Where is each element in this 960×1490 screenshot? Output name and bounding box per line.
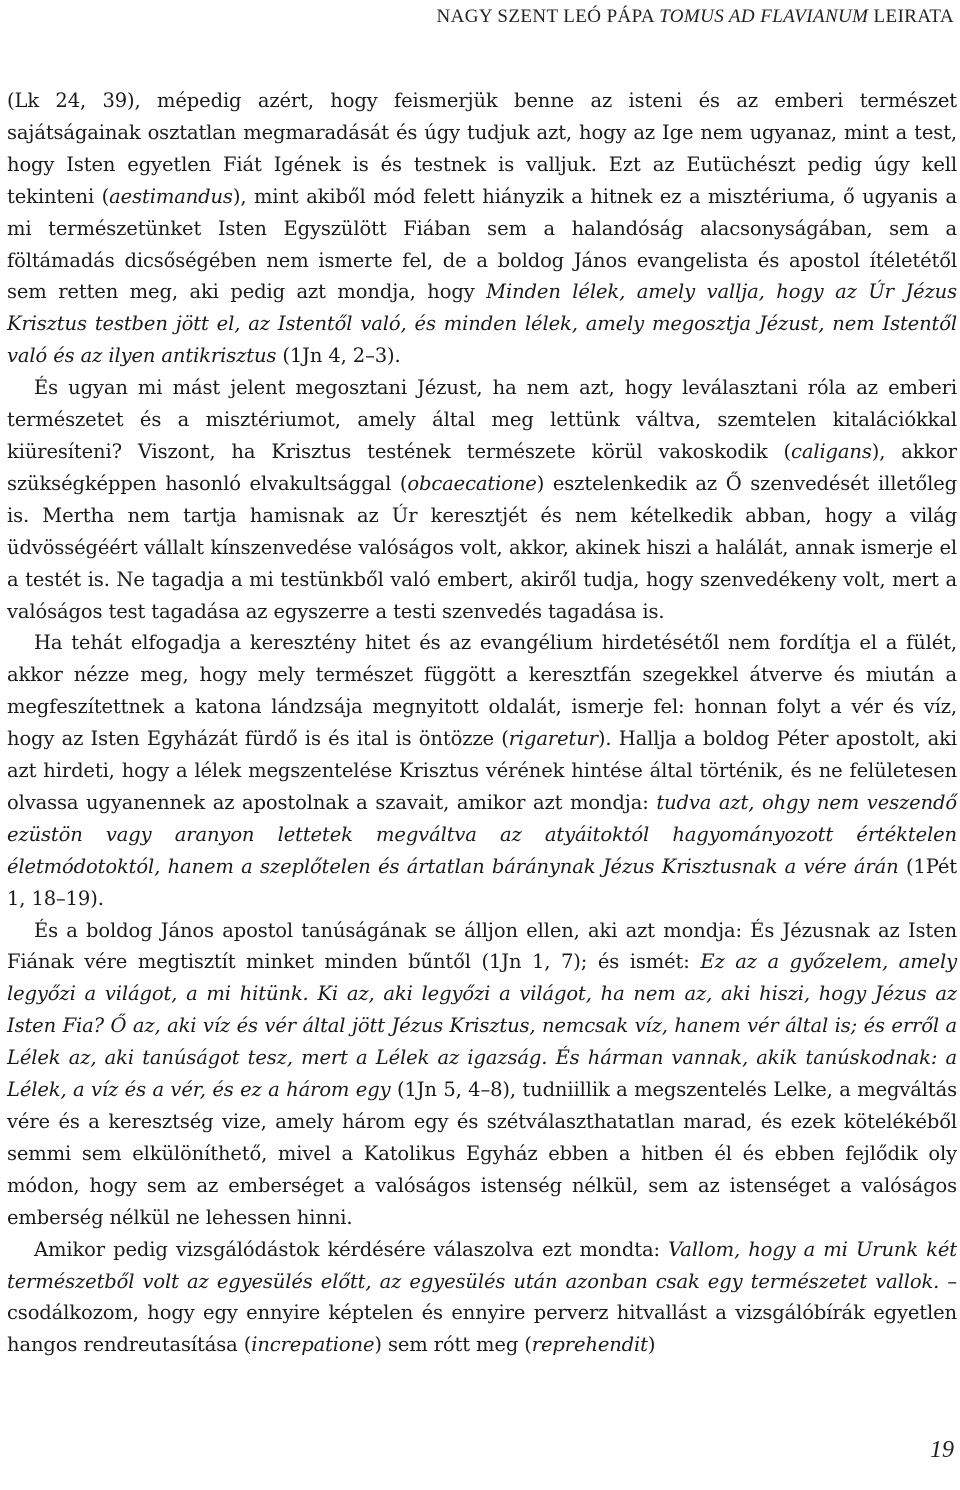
text-run: – csodálkozom, hogy egy ennyire képtelen és ennyire perverz hitvallást a vizsgálóbírák egyetlen hangos rendreutasítása ( xyxy=(7,1269,957,1357)
paragraph xyxy=(7,372,957,627)
running-head-prefix: NAGY SZENT LEÓ PÁPA xyxy=(436,6,660,27)
paragraph xyxy=(7,627,957,914)
text-run: (1Jn 4, 2–3). xyxy=(276,344,401,368)
paragraph xyxy=(7,85,957,372)
italic-run: aestimandus xyxy=(109,184,233,208)
text-run: (1Jn 5, 4–8), tudniillik a megszentelés Lelke, a megváltás vére és a keresztség vize, amely három egy és szétválaszthatatlan marad, és ezek kötelékéből semmi sem elkülöníthető, mivel a Katolikus Egyház ebben a hitben él és ebben fejlődik oly módon, hogy sem az emberséget a valóságos istenség nélkül, sem az istenséget a valóságos emberség nélkül ne lehessen hinni. xyxy=(7,1078,957,1229)
running-head-title: TOMUS AD FLAVIANUM xyxy=(659,6,869,27)
text-run: ) xyxy=(647,1333,656,1357)
text-run: ), akkor szükségképpen hasonló elvakultsággal ( xyxy=(7,439,957,495)
italic-run: caligans xyxy=(791,439,872,463)
running-head-suffix: LEIRATA xyxy=(868,6,954,27)
text-run: Ha tehát elfogadja a keresztény hitet és az evangélium hirdetésétől nem fordítja el a fülét, akkor nézze meg, hogy mely természet függött a keresztfán szegekkel átverve és miután a megfeszítettnek a katona lándzsája megnyitott oldalát, ismerje fel: honnan folyt a vér és víz, hogy az Isten Egyházát fürdő is és ital is öntözze ( xyxy=(7,631,957,751)
paragraph xyxy=(7,1234,957,1362)
italic-run: Ez az a győzelem, amely legyőzi a világot, a mi hitünk. Ki az, aki legyőzi a világot, ha nem az, aki hiszi, hogy Jézus az Isten Fia? Ő az, aki víz és vér által jött Jézus Krisztus, nemcsak víz, hanem vér által is; és erről a Lélek az, aki tanúságot tesz, mert a Lélek az igazság. És hárman vannak, akik tanúskodnak: a Lélek, a víz és a vér, és ez a három egy xyxy=(7,950,957,1102)
italic-run: tudva azt, ohgy nem veszendő ezüstön vagy aranyon lettetek megváltva az atyáitoktól hagyományozott értéktelen életmódotoktól, hanem a szeplőtelen és ártatlan báránynak Jézus Krisztusnak a vére árán xyxy=(7,790,957,878)
italic-run: Minden lélek, amely vallja, hogy az Úr Jézus Krisztus testben jött el, az Istentől való, és minden lélek, amely megosztja Jézust, nem Istentől való és az ilyen antikrisztus xyxy=(7,280,957,368)
italic-run: Vallom, hogy a mi Urunk két természetből volt az egyesülés előtt, az egyesülés után azonban csak egy természetet vallok. xyxy=(7,1237,958,1293)
text-run: Amikor pedig vizsgálódástok kérdésére válaszolva ezt mondta: xyxy=(34,1237,669,1261)
italic-run: rigaretur xyxy=(508,727,598,751)
paragraph xyxy=(7,915,957,1234)
text-run: És a boldog János apostol tanúságának se álljon ellen, aki azt mondja: És Jézusnak az Isten Fiának vére megtisztít minket minden bűntől (1Jn 1, 7); és ismét: xyxy=(7,918,957,974)
text-run: (1Pét 1, 18–19). xyxy=(7,854,957,910)
text-run: ) sem rótt meg ( xyxy=(374,1333,532,1357)
text-run: ). Hallja a boldog Péter apostolt, aki azt hirdeti, hogy a lélek megszentelése Krisztus vérének hintése által történik, és ne felületesen olvassa ugyanennek az apostolnak a szavait, amikor azt mondja: xyxy=(7,727,957,814)
body-text xyxy=(7,85,957,1361)
text-run: ) esztelenkedik az Ő szenvedését illetőleg is. Mertha nem tartja hamisnak az Úr keresztjét és nem kételkedik abban, hogy a világ üdvösségéért vállalt kínszenvedése valóságos volt, akkor, akinek hiszi a halálát, annak ismerje el a testét is. Ne tagadja a mi testünkből való embert, akiről tudja, hogy szenvedékeny volt, mert a valóságos test tagadása az egyszerre a testi szenvedés tagadása is. xyxy=(7,471,957,623)
italic-run: obcaecatione xyxy=(407,471,537,495)
page-number: 19 xyxy=(930,1437,954,1463)
text-run: (Lk 24, 39), mépedig azért, hogy feismerjük benne az isteni és az emberi természet sajátságainak osztatlan megmaradását és úgy tudjuk azt, hogy az Ige nem ugyanaz, mint a test, hogy Isten egyetlen Fiát Igének is és testnek is valljuk. Ezt az Eutüchészt pedig úgy kell tekinteni ( xyxy=(7,89,957,208)
running-head xyxy=(436,6,954,28)
italic-run: reprehendit xyxy=(531,1333,648,1357)
text-run: ), mint akiből mód felett hiányzik a hitnek ez a misztériuma, ő ugyanis a mi természetünket Isten Egyszülött Fiában sem a halandóság alacsonyságában, sem a föltámadás dicsőségében nem ismerte fel, de a boldog János evangelista és apostol ítéletétől sem retten meg, aki pedig azt mondja, hogy xyxy=(7,184,957,304)
text-run: És ugyan mi mást jelent megosztani Jézust, ha nem azt, hogy leválasztani róla az emberi természetet és a misztériumot, amely által meg lettünk váltva, szemtelen kitalációkkal kiüresíteni? Viszont, ha Krisztus testének természete körül vakoskodik ( xyxy=(7,376,957,463)
italic-run: increpatione xyxy=(251,1333,375,1357)
